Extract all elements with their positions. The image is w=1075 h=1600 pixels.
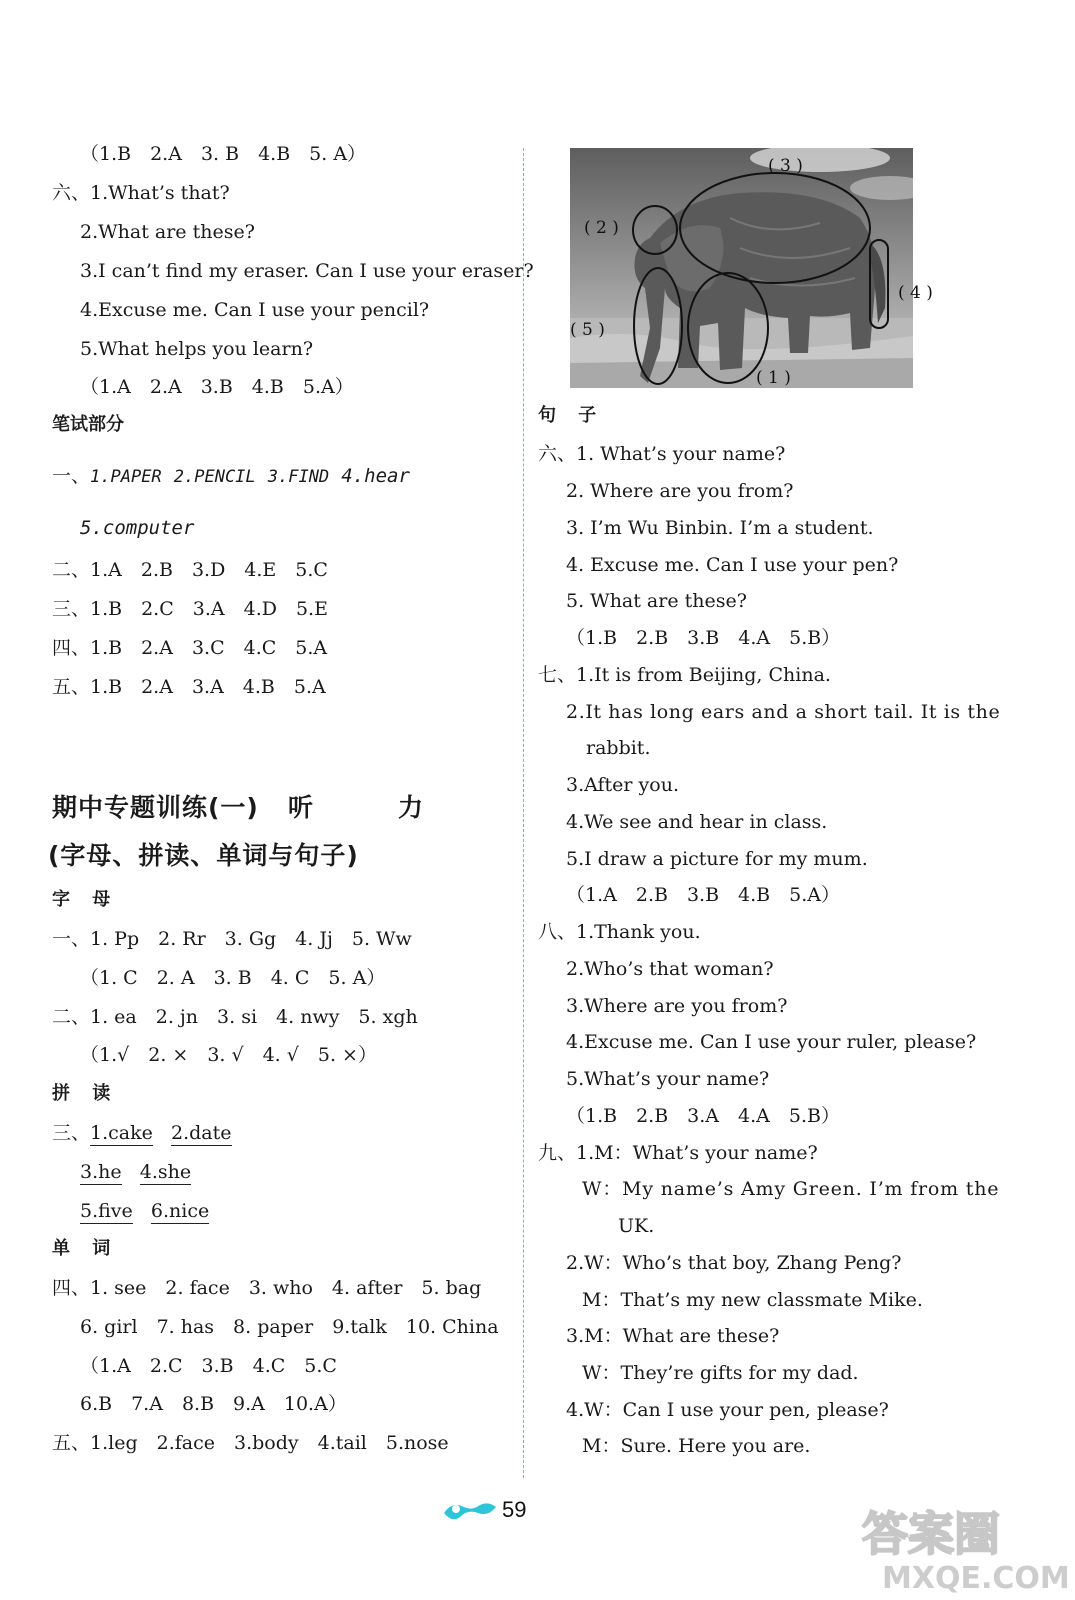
answer-line: 八、1.Thank you. <box>538 921 701 943</box>
answer-line: 四、1. see 2. face 3. who 4. after 5. bag <box>52 1277 482 1299</box>
answer-line: 3.After you. <box>566 774 679 796</box>
dialogue-line: 2.W：Who’s that boy, Zhang Peng? <box>566 1252 902 1274</box>
answer-line: 5.What helps you learn? <box>80 338 314 360</box>
phonics-line <box>52 1121 232 1145</box>
watermark-url: MXQE.COM <box>882 1561 1067 1595</box>
answer-line: 4.Excuse me. Can I use your pencil? <box>80 299 430 321</box>
answer-line: 六、1.What’s that? <box>52 182 230 204</box>
phonics-line <box>80 1160 191 1184</box>
answer-line: 四、1.B 2.A 3.C 4.C 5.A <box>52 637 328 659</box>
phonics-word: 5.five <box>80 1200 133 1222</box>
phonics-word: 6.nice <box>150 1200 210 1222</box>
sentences-heading: 句 子 <box>538 405 605 426</box>
answer-line: 五、1.leg 2.face 3.body 4.tail 5.nose <box>52 1432 449 1454</box>
phonics-word: 2.date <box>171 1122 232 1144</box>
answer-line: 5.What’s your name? <box>566 1068 770 1090</box>
words-heading: 单 词 <box>52 1238 119 1259</box>
handwritten-answer: 1.PAPER <box>90 467 162 487</box>
section-title <box>52 792 453 824</box>
watermark-text: 答案圈 <box>862 1507 1000 1561</box>
answer-line: 二、1.A 2.B 3.D 4.E 5.C <box>52 559 328 581</box>
dialogue-line: 3.M：What are these? <box>566 1325 780 1347</box>
answer-line: （1.B 2.B 3.A 4.A 5.B） <box>566 1105 840 1127</box>
dialogue-line: 九、1.M：What’s your name? <box>538 1142 818 1164</box>
page-logo-icon <box>442 1497 498 1529</box>
section-title-main: 期中专题训练(一) <box>52 793 259 822</box>
answer-line: 三、1.B 2.C 3.A 4.D 5.E <box>52 598 328 620</box>
handwritten-answer: 3.FIND <box>267 467 330 487</box>
dialogue-line: 4.W：Can I use your pen, please? <box>566 1399 889 1421</box>
elephant-photo <box>570 148 933 388</box>
answer-line: rabbit. <box>586 737 651 759</box>
letters-heading: 字 母 <box>52 889 119 910</box>
phonics-heading: 拼 读 <box>52 1083 119 1104</box>
answer-line: 4. Excuse me. Can I use your pen? <box>566 554 899 576</box>
answer-line: 4.Excuse me. Can I use your ruler, please? <box>566 1031 977 1053</box>
answer-line: （1.B 2.A 3. B 4.B 5. A） <box>80 143 367 165</box>
answer-line: 3.I can’t find my eraser. Can I use your eraser? <box>80 260 534 282</box>
answer-line-handwritten <box>52 464 410 489</box>
section-subtitle: (字母、拼读、单词与句子) <box>48 841 359 870</box>
answer-line: 2.What are these? <box>80 221 255 243</box>
answer-line: （1.B 2.B 3.B 4.A 5.B） <box>566 627 841 649</box>
photo-label: ( 1 ) <box>756 368 791 388</box>
answer-line: （1.A 2.C 3.B 4.C 5.C <box>80 1355 337 1377</box>
written-section-heading: 笔试部分 <box>52 414 124 435</box>
photo-label: ( 4 ) <box>898 283 933 303</box>
answer-line: 3. I’m Wu Binbin. I’m a student. <box>566 517 874 539</box>
photo-label: ( 2 ) <box>584 218 619 238</box>
answer-line: 五、1.B 2.A 3.A 4.B 5.A <box>52 676 326 698</box>
dialogue-line: M：Sure. Here you are. <box>582 1435 811 1457</box>
elephant-illustration <box>570 148 913 388</box>
dialogue-line: W：They’re gifts for my dad. <box>582 1362 859 1384</box>
photo-label: ( 3 ) <box>768 156 803 176</box>
answer-line: 2. Where are you from? <box>566 480 794 502</box>
answer-line: 二、1. ea 2. jn 3. si 4. nwy 5. xgh <box>52 1006 418 1028</box>
answer-line: 5. What are these? <box>566 590 747 612</box>
phonics-line <box>80 1199 209 1223</box>
answer-line: （1.A 2.A 3.B 4.B 5.A） <box>80 376 354 398</box>
handwritten-answer: 4.hear <box>341 465 410 487</box>
dialogue-line: M：That’s my new classmate Mike. <box>582 1289 923 1311</box>
phonics-word: 4.she <box>139 1161 192 1183</box>
answer-line: 5.I draw a picture for my mum. <box>566 848 868 870</box>
item-prefix: 三、 <box>52 1122 91 1144</box>
section-title-topic: 听 力 <box>287 793 453 822</box>
column-divider <box>523 148 524 1478</box>
answer-line: 七、1.It is from Beijing, China. <box>538 664 831 686</box>
phonics-word: 3.he <box>80 1161 122 1183</box>
page-number: 59 <box>502 1497 527 1522</box>
answer-line: 2.Who’s that woman? <box>566 958 774 980</box>
handwritten-answer: 5.computer <box>80 517 195 539</box>
answer-line: （1. C 2. A 3. B 4. C 5. A） <box>80 967 386 989</box>
dialogue-line: UK. <box>618 1215 655 1237</box>
phonics-word: 1.cake <box>90 1122 153 1144</box>
answer-line: 4.We see and hear in class. <box>566 811 828 833</box>
item-prefix: 一、 <box>52 465 91 487</box>
answer-line: 3.Where are you from? <box>566 995 788 1017</box>
answer-line: 2.It has long ears and a short tail. It is the <box>566 701 1001 723</box>
answer-line: （1.A 2.B 3.B 4.B 5.A） <box>566 884 840 906</box>
answer-line: 6.B 7.A 8.B 9.A 10.A） <box>80 1393 347 1415</box>
photo-label: ( 5 ) <box>570 320 605 340</box>
answer-line: 六、1. What’s your name? <box>538 443 786 465</box>
answer-line: 一、1. Pp 2. Rr 3. Gg 4. Jj 5. Ww <box>52 928 412 950</box>
answer-line: 6. girl 7. has 8. paper 9.talk 10. China <box>80 1316 499 1338</box>
answer-line: （1.√ 2. × 3. √ 4. √ 5. ×） <box>80 1044 377 1066</box>
dialogue-line: W：My name’s Amy Green. I’m from the <box>582 1178 1000 1200</box>
handwritten-answer: 2.PENCIL <box>173 467 256 487</box>
watermark-logo <box>842 1500 1067 1595</box>
